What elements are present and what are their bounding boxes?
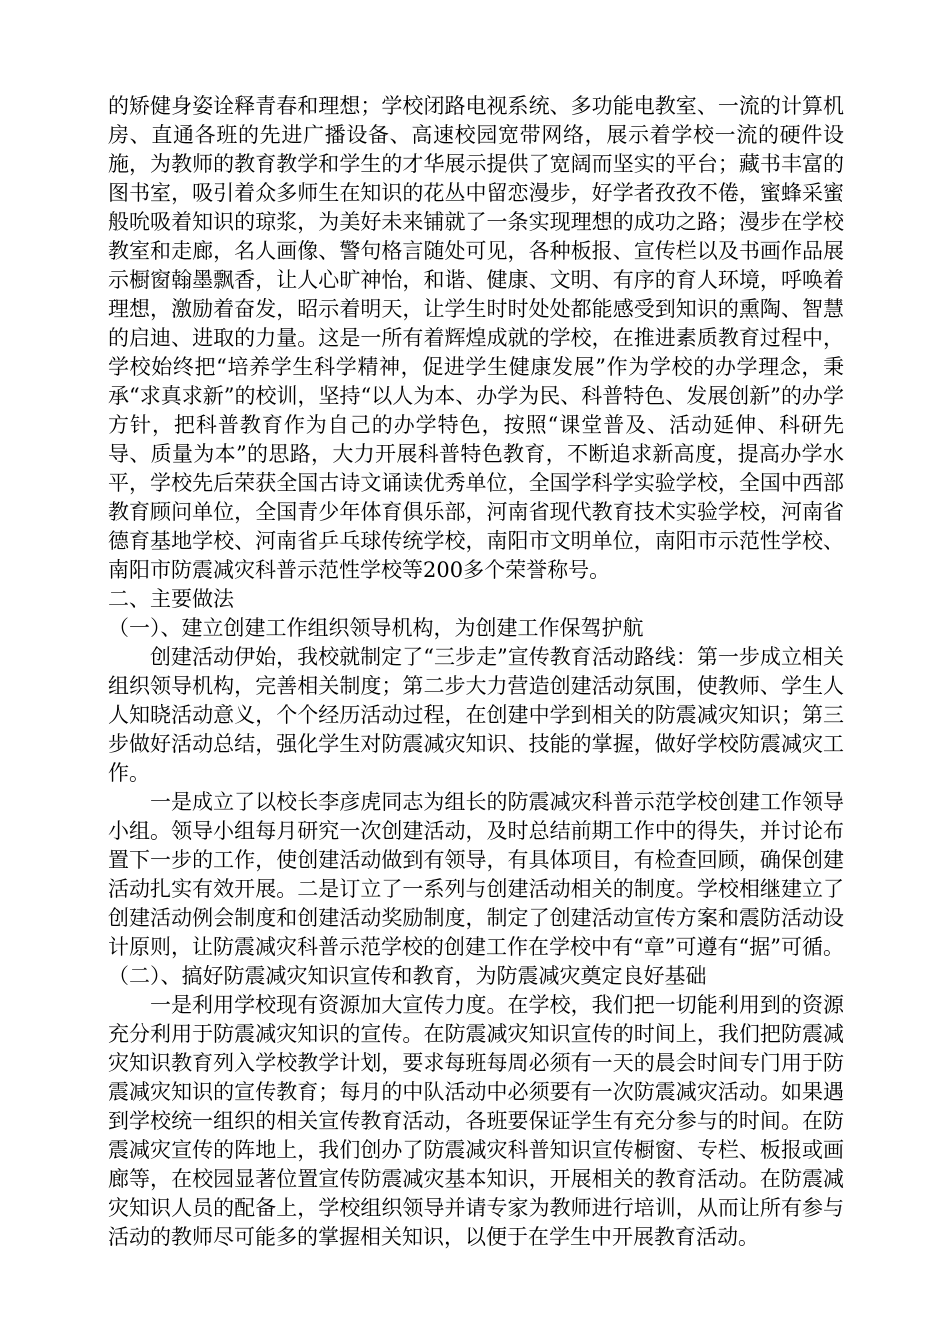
document-page [108, 92, 844, 1252]
sub-heading-organization: （一）、建立创建工作组织领导机构，为创建工作保驾护航 [108, 616, 644, 640]
section-heading: 二、主要做法 [108, 587, 234, 611]
paragraph-three-steps: 创建活动伊始，我校就制定了“三步走”宣传教育活动路线：第一步成立相关组织领导机构，完善相关制度；第二步大力营造创建活动氛围，使教师、学生人人知晓活动意义，个个经历活动过程，在创建中学到相关的防震减灾知识；第三步做好活动总结，强化学生对防震减灾知识、技能的掌握，做好学校防震减灾工作。 [108, 645, 844, 785]
sub-heading-education: （二）、搞好防震减灾知识宣传和教育，为防震减灾奠定良好基础 [108, 964, 707, 988]
intro-paragraph: 的矫健身姿诠释青春和理想；学校闭路电视系统、多功能电教室、一流的计算机房、直通各班的先进广播设备、高速校园宽带网络，展示着学校一流的硬件设施，为教师的教育教学和学生的才华展示提供了宽阔而坚实的平台；藏书丰富的图书室，吸引着众多师生在知识的花丛中留恋漫步，好学者孜孜不倦，蜜蜂采蜜般吮吸着知识的琼浆，为美好未来铺就了一条实现理想的成功之路；漫步在学校教室和走廊，名人画像、警句格言随处可见，各种板报、宣传栏以及书画作品展示橱窗翰墨飘香，让人心旷神怡，和谐、健康、文明、有序的育人环境，呼唤着理想，激励着奋发，昭示着明天，让学生时时处处都能感受到知识的熏陶、智慧的启迪、进取的力量。这是一所有着辉煌成就的学校，在推进素质教育过程中，学校始终把“培养学生科学精神，促进学生健康发展”作为学校的办学理念，秉承“求真求新”的校训，坚持“以人为本、办学为民、科普特色、发展创新”的办学方针，把科普教育作为自己的办学特色，按照“课堂普及、活动延伸、科研先导、质量为本”的思路，大力开展科普特色教育，不断追求新高度，提高办学水平，学校先后荣获全国古诗文诵读优秀单位，全国学科学实验学校，全国中西部教育顾问单位，全国青少年体育俱乐部，河南省现代教育技术实验学校，河南省德育基地学校、河南省乒乓球传统学校，南阳市文明单位，南阳市示范性学校、南阳市防震减灾科普示范性学校等200多个荣誉称号。 [108, 94, 844, 582]
paragraph-leadership-group: 一是成立了以校长李彦虎同志为组长的防震减灾科普示范学校创建工作领导小组。领导小组每月研究一次创建活动，及时总结前期工作中的得失，并讨论布置下一步的工作，使创建活动做到有领导，有具体项目，有检查回顾，确保创建活动扎实有效开展。二是订立了一系列与创建活动相关的制度。学校相继建立了创建活动例会制度和创建活动奖励制度，制定了创建活动宣传方案和震防活动设计原则，让防震减灾科普示范学校的创建工作在学校中有“章”可遵有“据”可循。 [108, 790, 844, 959]
paragraph-publicity: 一是利用学校现有资源加大宣传力度。在学校，我们把一切能利用到的资源充分利用于防震减灾知识的宣传。在防震减灾知识宣传的时间上，我们把防震减灾知识教育列入学校教学计划，要求每班每周必须有一天的晨会时间专门用于防震减灾知识的宣传教育；每月的中队活动中必须要有一次防震减灾活动。如果遇到学校统一组织的相关宣传教育活动，各班要保证学生有充分参与的时间。在防震减灾宣传的阵地上，我们创办了防震减灾科普知识宣传橱窗、专栏、板报或画廊等，在校园显著位置宣传防震减灾基本知识，开展相关的教育活动。在防震减灾知识人员的配备上，学校组织领导并请专家为教师进行培训，从而让所有参与活动的教师尽可能多的掌握相关知识，以便于在学生中开展教育活动。 [108, 993, 844, 1249]
